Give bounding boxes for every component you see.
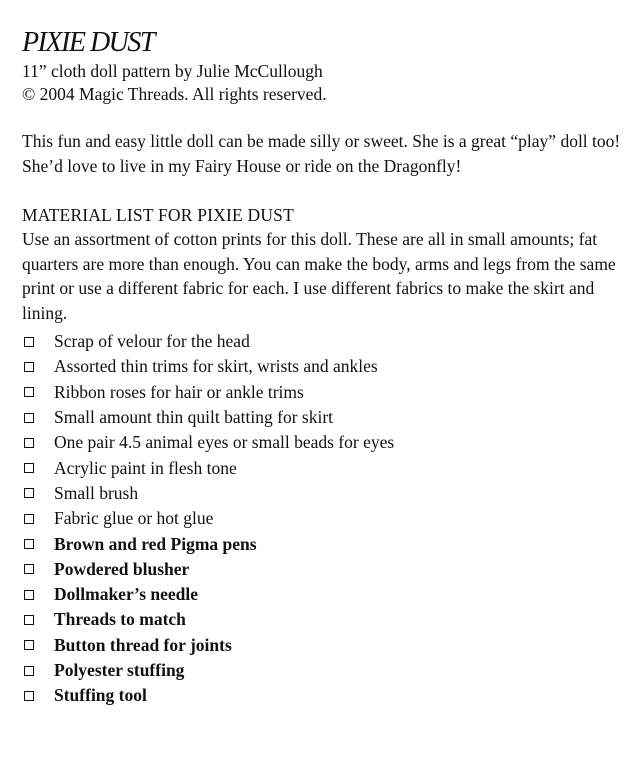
checkbox-icon xyxy=(24,514,34,524)
list-item-label: Small amount thin quilt batting for skirt xyxy=(54,407,334,428)
checkbox-icon xyxy=(24,362,34,372)
checkbox-icon xyxy=(24,564,34,574)
checkbox-icon xyxy=(24,387,34,397)
copyright-notice: © 2004 Magic Threads. All rights reserved. xyxy=(22,84,327,104)
list-item xyxy=(22,683,622,708)
list-item xyxy=(22,607,622,632)
list-item-label: One pair 4.5 animal eyes or small beads for eyes xyxy=(54,432,395,453)
list-item-label: Button thread for joints xyxy=(54,634,232,655)
checkbox-icon xyxy=(24,691,34,701)
checkbox-icon xyxy=(24,640,34,650)
list-item xyxy=(22,633,622,658)
list-item xyxy=(22,506,622,531)
list-item xyxy=(22,658,622,683)
list-item-label: Powdered blusher xyxy=(54,558,190,579)
list-item-label: Small brush xyxy=(54,482,139,503)
list-item xyxy=(22,481,622,506)
list-item xyxy=(22,329,622,354)
checkbox-icon xyxy=(24,413,34,423)
checkbox-icon xyxy=(24,438,34,448)
checkbox-icon xyxy=(24,539,34,549)
list-item-label: Acrylic paint in flesh tone xyxy=(54,457,237,478)
list-item-label: Scrap of velour for the head xyxy=(54,331,250,352)
checkbox-icon xyxy=(24,488,34,498)
material-list xyxy=(22,329,622,708)
list-item-label: Fabric glue or hot glue xyxy=(54,508,214,529)
list-item xyxy=(22,405,622,430)
material-list-heading: MATERIAL LIST FOR PIXIE DUST xyxy=(22,205,294,225)
list-item-label: Brown and red Pigma pens xyxy=(54,533,257,554)
checkbox-icon xyxy=(24,590,34,600)
list-item xyxy=(22,354,622,379)
checkbox-icon xyxy=(24,615,34,625)
list-item-label: Polyester stuffing xyxy=(54,660,185,680)
checkbox-icon xyxy=(24,463,34,473)
checkbox-icon xyxy=(24,666,34,676)
list-item xyxy=(22,557,622,582)
list-item xyxy=(22,380,622,405)
list-item-label: Ribbon roses for hair or ankle trims xyxy=(54,381,304,402)
list-item-label: Dollmaker’s needle xyxy=(54,584,199,605)
material-intro-paragraph: Use an assortment of cotton prints for this doll. These are all in small amounts; fat quarters are more than enough. You can make the body, arms and legs from the same print or use a different fabric for each. I use different fabrics to make the skirt and lining. xyxy=(22,229,616,323)
list-item-label: Assorted thin trims for skirt, wrists and ankles xyxy=(54,356,378,377)
list-item xyxy=(22,430,622,455)
list-item xyxy=(22,455,622,480)
pattern-credit: 11” cloth doll pattern by Julie McCullough xyxy=(22,61,323,81)
checkbox-icon xyxy=(24,337,34,347)
list-item xyxy=(22,531,622,556)
document-title: PIXIE DUST xyxy=(22,27,154,58)
list-item-label: Stuffing tool xyxy=(54,685,147,706)
intro-paragraph: This fun and easy little doll can be made silly or sweet. She is a great “play” doll too! She’d love to live in my Fairy House or ride on the Dragonfly! xyxy=(22,131,621,176)
list-item-label: Threads to match xyxy=(54,609,186,630)
document-page xyxy=(22,26,622,708)
list-item xyxy=(22,582,622,607)
